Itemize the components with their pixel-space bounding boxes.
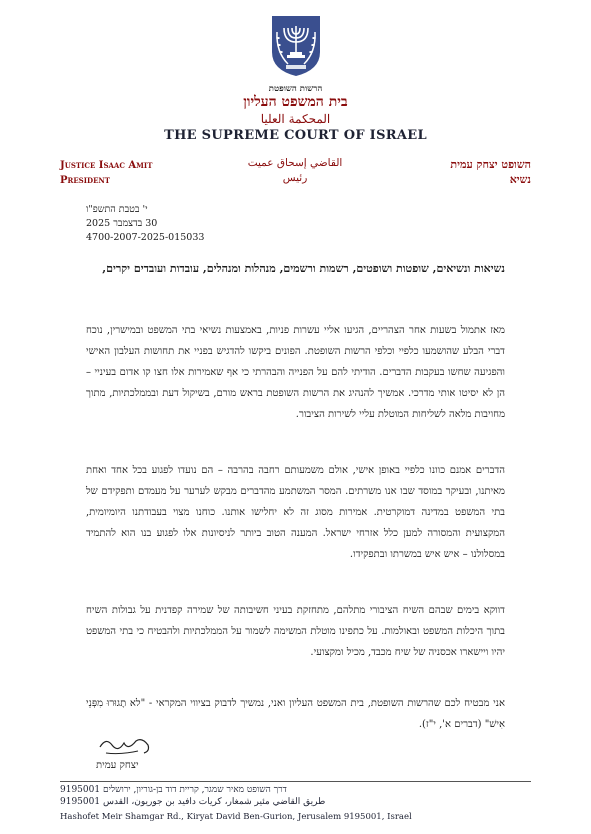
signatory-title-en: President — [60, 175, 111, 186]
footer-address-arabic: طريق القاضي مئير شمغار، كريات دافيد بن جوريون، القدس 9195001 — [60, 797, 326, 807]
gregorian-date: 30 בדצמבר 2025 — [86, 218, 158, 229]
footer-divider — [60, 781, 531, 782]
court-name-hebrew: בית המשפט העליון — [243, 94, 348, 110]
signatory-name-en: Justice Isaac Amit — [60, 160, 153, 171]
signatory-arabic — [235, 156, 355, 186]
signatory-english — [60, 158, 152, 188]
footer-address-hebrew: דרך השופט מאיר שמגר, קריית דוד בן-גוריון, ירושלים 9195001 — [60, 785, 287, 795]
paragraph: אני מבטיח לכם שהרשות השופטת, בית המשפט העליון ואני, נמשיך לדבוק בציווי המקראי - "לא תָגוּרוּ מִפְּנֵי אִישׁ" (דברים א', י"ז). — [86, 698, 505, 730]
hebrew-date: י' בטבת התשפ"ו — [86, 204, 148, 215]
addressee: נשיאות ונשיאים, שופטות ושופטים, רשמות ורשמים, מנהלות ומנהלים, עובדות ועובדים יקרים, — [102, 262, 505, 275]
reference-number: 4700-2007-2025-015033 — [86, 232, 205, 243]
signatory-title-ar: رئيس — [282, 172, 308, 184]
handwritten-signature — [96, 733, 156, 759]
footer-address-english: Hashofet Meir Shamgar Rd., Kiryat David Ben-Gurion, Jerusalem 9195001, Israel — [60, 812, 412, 822]
paragraph: הדברים אמנם כוונו כלפיי באופן אישי, אולם משמעותם רחבה בהרבה – הם נועדו לפגוע בכל אחד ואחת מאיתנו, ובעיקר במוסד שבו אנו משרתים. המסר המשתמע מהדברים מבקש לערער על מעמדם ותפקידם של בתי המשפט במדינה דמוקרטית. אמירות מסוג זה לא יחלישו אותנו. כוחנו מצוי בעבודתנו היומיומית, המקצועית והמסורה למען כלל אזרחי ישראל. המענה הטוב ביותר לניסיונות אלו לפגוע בנו הוא להתמיד במסלולנו – איש איש במשרתו ובתפקידו. — [86, 465, 505, 560]
signatory-name-he: השופט יצחק עמית — [450, 158, 531, 171]
paragraph: מאז אתמול בשעות אחר הצהריים, הגיעו אליי עשרות פניות, באמצעות נשיאי בתי המשפט ובמישרין, נוכח דברי הבלע שהושמעו כלפיי וכלפי הרשות השופטת. הפונים ביקשו להדגיש בפניי את תחושות העלבון האישי והפגיעה שחשו בעקבות הדברים. הודיתי להם על הפנייה והבהרתי כי אף שאמירות אלו חצו קו אדום בעיניי – הן לא יסיטו אותי מדרכי. אמשיך להנהיג את הרשות השופטת בראש מורם, בשיקול דעת ובממלכתיות, מתוך מחויבות מלאה לשליחות המוטלת עליי לשירות הציבור. — [86, 325, 505, 420]
authority-label: הרשות השופטת — [268, 84, 323, 94]
signatory-name-ar: القاضي إسحاق عميت — [247, 157, 343, 169]
signature-name: יצחק עמית — [96, 760, 139, 771]
court-name-english: THE SUPREME COURT OF ISRAEL — [164, 128, 427, 143]
signatory-hebrew — [450, 157, 531, 187]
letter-meta — [86, 203, 204, 245]
court-name-arabic: المحكمة العليا — [260, 112, 331, 126]
paragraph: דווקא בימים שבהם השיח הציבורי מתלהם, מתחזקת בעיני חשיבותה של שמירה קפדנית על גבולות השיח בתוך היכלות המשפט ובאולמות. על כתפינו מוטלת המשימה לשמור על הממלכתיות ולהבטיח כי בתי המשפט יהיו ויישארו אכסניה של שיח מכבד, מכיל ומקצועי. — [86, 605, 505, 658]
israel-emblem-icon — [268, 12, 324, 78]
signatory-title-he: נשיא — [509, 173, 531, 186]
